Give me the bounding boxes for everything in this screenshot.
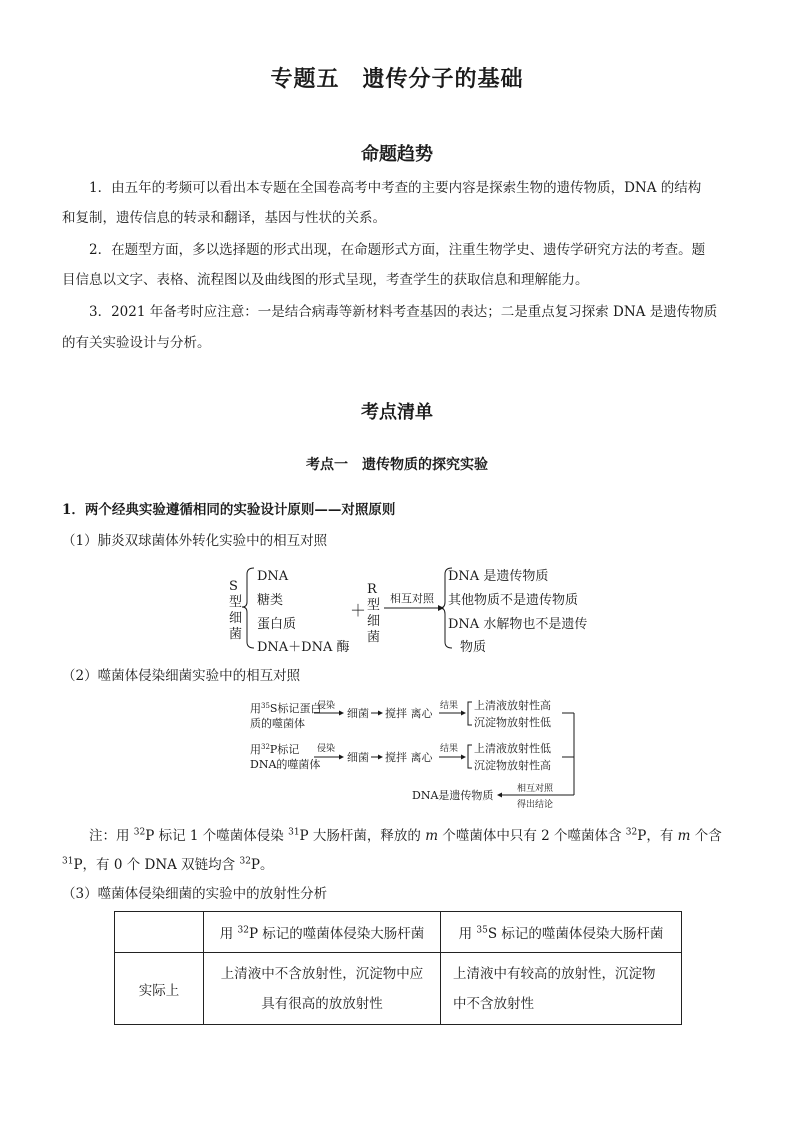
radioactivity-table xyxy=(114,911,682,1025)
row1-result-sediment: 沉淀物放射性低 xyxy=(474,716,551,729)
row1-infect-arrow xyxy=(339,711,344,716)
table-header-s35: 用 $^{35}$S 标记的噬菌体侵染大肠杆菌 xyxy=(441,912,682,953)
table-corner-cell xyxy=(115,912,204,953)
row1-label-rest: S标记蛋白 xyxy=(269,702,322,715)
row2-infect-label: 侵染 xyxy=(317,744,336,754)
svg-text:用32P标记 xyxy=(250,742,299,756)
r-strain-label-1: R xyxy=(367,582,377,597)
row2-result-label: 结果 xyxy=(440,744,459,754)
conclude-label: 得出结论 xyxy=(517,800,554,810)
plus-sign: ＋ xyxy=(350,601,367,620)
row1-stir-arrow xyxy=(378,711,383,716)
row1-bacteria: 细菌 xyxy=(347,707,369,720)
phage-infection-diagram xyxy=(244,695,584,813)
component-dna-dnase: DNA＋DNA 酶 xyxy=(257,640,350,655)
table-header-p32: 用 $^{32}$P 标记的噬菌体侵染大肠杆菌 xyxy=(204,912,441,953)
note-line-1: 注：用 $^{32}$P 标记 1 个噬菌体侵染 $^{31}$P 大肠杆菌，释放的 m 个噬菌体中只有 2 个噬菌体含 $^{32}$P，有 m 个含 xyxy=(89,827,722,844)
trend-paragraph-3-line-2: 的有关实验设计与分析。 xyxy=(62,335,211,351)
table-header-row xyxy=(115,912,682,953)
s-strain-label-4: 菌 xyxy=(229,627,243,642)
row1-result-label: 结果 xyxy=(440,701,459,711)
checklist-heading: 考点清单 xyxy=(361,402,433,423)
note-line-2: $^{31}$P，有 0 个 DNA 双链均含 $^{32}$P。 xyxy=(62,856,274,873)
row2-result-sediment: 沉淀物放射性高 xyxy=(474,759,551,772)
subsection-3-heading: （3）噬菌体侵染细菌的实验中的放射性分析 xyxy=(62,886,328,902)
trend-paragraph-2-line-2: 目信息以文字、表格、流程图以及曲线图的形式呈现，考查学生的获取信息和理解能力。 xyxy=(62,272,589,288)
table-row xyxy=(115,953,682,1025)
trend-paragraph-3-line-1: 3．2021 年备考时应注意：一是结合病毒等新材料考查基因的表达；二是重点复习探索 DNA 是遗传物质 xyxy=(89,304,718,320)
row2-bacteria: 细菌 xyxy=(347,751,369,764)
mutual-control-label: 相互对照 xyxy=(390,592,434,605)
result-dna-is-genetic-material: DNA 是遗传物质 xyxy=(448,569,549,584)
result-hydrolysate-line-1: DNA 水解物也不是遗传 xyxy=(448,617,588,632)
trend-paragraph-1-line-2: 和复制，遗传信息的转录和翻译，基因与性状的关系。 xyxy=(62,210,386,226)
table-cell-p32: 上清液中不含放射性，沉淀物中应 具有很高的放放射性 xyxy=(204,953,441,1025)
row1-label-sup: 35 xyxy=(261,702,270,710)
trend-paragraph-2-line-1: 2．在题型方面，多以选择题的形式出现，在命题形式方面，注重生物学史、遗传学研究方法的考查。题 xyxy=(89,242,706,258)
r-strain-label-3: 细 xyxy=(367,614,381,629)
r-strain-label-4: 菌 xyxy=(367,630,381,645)
row2-label-rest: P标记 xyxy=(269,743,300,756)
row2-result-supernatant: 上清液放射性低 xyxy=(474,742,551,755)
row1-label-line-2: 质的噬菌体 xyxy=(250,717,305,730)
transformation-experiment-diagram xyxy=(226,560,596,660)
component-protein: 蛋白质 xyxy=(257,617,297,632)
trend-heading: 命题趋势 xyxy=(361,144,433,165)
conclusion-arrow-head xyxy=(497,793,502,798)
row1-result-supernatant: 上清液放射性高 xyxy=(474,699,551,712)
row2-label-line-2: DNA的噬菌体 xyxy=(250,758,321,771)
r-strain-label-2: 型 xyxy=(367,598,381,613)
trend-paragraph-1-line-1: 1．由五年的考频可以看出本专题在全国卷高考中考查的主要内容是探索生物的遗传物质，DNA 的结构 xyxy=(89,180,702,196)
row1-stir-centrifuge: 搅拌 离心 xyxy=(385,707,433,720)
page-title: 专题五 遗传分子的基础 xyxy=(270,66,524,92)
item-1-heading: 1．两个经典实验遵循相同的实验设计原则——对照原则 xyxy=(62,502,396,518)
subsection-2-heading: （2）噬菌体侵染细菌实验中的相互对照 xyxy=(62,668,301,684)
row2-label-sup: 32 xyxy=(261,743,270,751)
component-dna: DNA xyxy=(257,569,289,584)
row2-stir-centrifuge: 搅拌 离心 xyxy=(385,751,433,764)
component-sugar: 糖类 xyxy=(257,593,284,608)
s-strain-label-1: S xyxy=(229,579,238,594)
row2-stir-arrow xyxy=(378,755,383,760)
row2-result-arrow xyxy=(461,755,466,760)
row2-label-prefix: 用 xyxy=(250,743,261,756)
table-row-label: 实际上 xyxy=(115,953,204,1025)
table-cell-s35: 上清液中有较高的放射性，沉淀物 中不含放射性 xyxy=(441,953,682,1025)
row1-infect-label: 侵染 xyxy=(317,701,336,711)
point-1-heading: 考点一 遗传物质的探究实验 xyxy=(306,457,488,473)
compare-label: 相互对照 xyxy=(517,784,554,794)
row1-result-arrow xyxy=(461,711,466,716)
row2-infect-arrow xyxy=(339,755,344,760)
s-strain-brace xyxy=(242,568,254,648)
s-strain-label-2: 型 xyxy=(229,595,243,610)
conclusion-dna-genetic-material: DNA是遗传物质 xyxy=(412,789,494,802)
s-strain-label-3: 细 xyxy=(229,611,243,626)
svg-text:用35S标记蛋白 xyxy=(250,701,321,715)
result-others-not-genetic: 其他物质不是遗传物质 xyxy=(448,593,579,608)
row1-label-prefix: 用 xyxy=(250,702,261,715)
result-hydrolysate-line-2: 物质 xyxy=(460,640,487,655)
subsection-1-heading: （1）肺炎双球菌体外转化实验中的相互对照 xyxy=(62,533,328,549)
